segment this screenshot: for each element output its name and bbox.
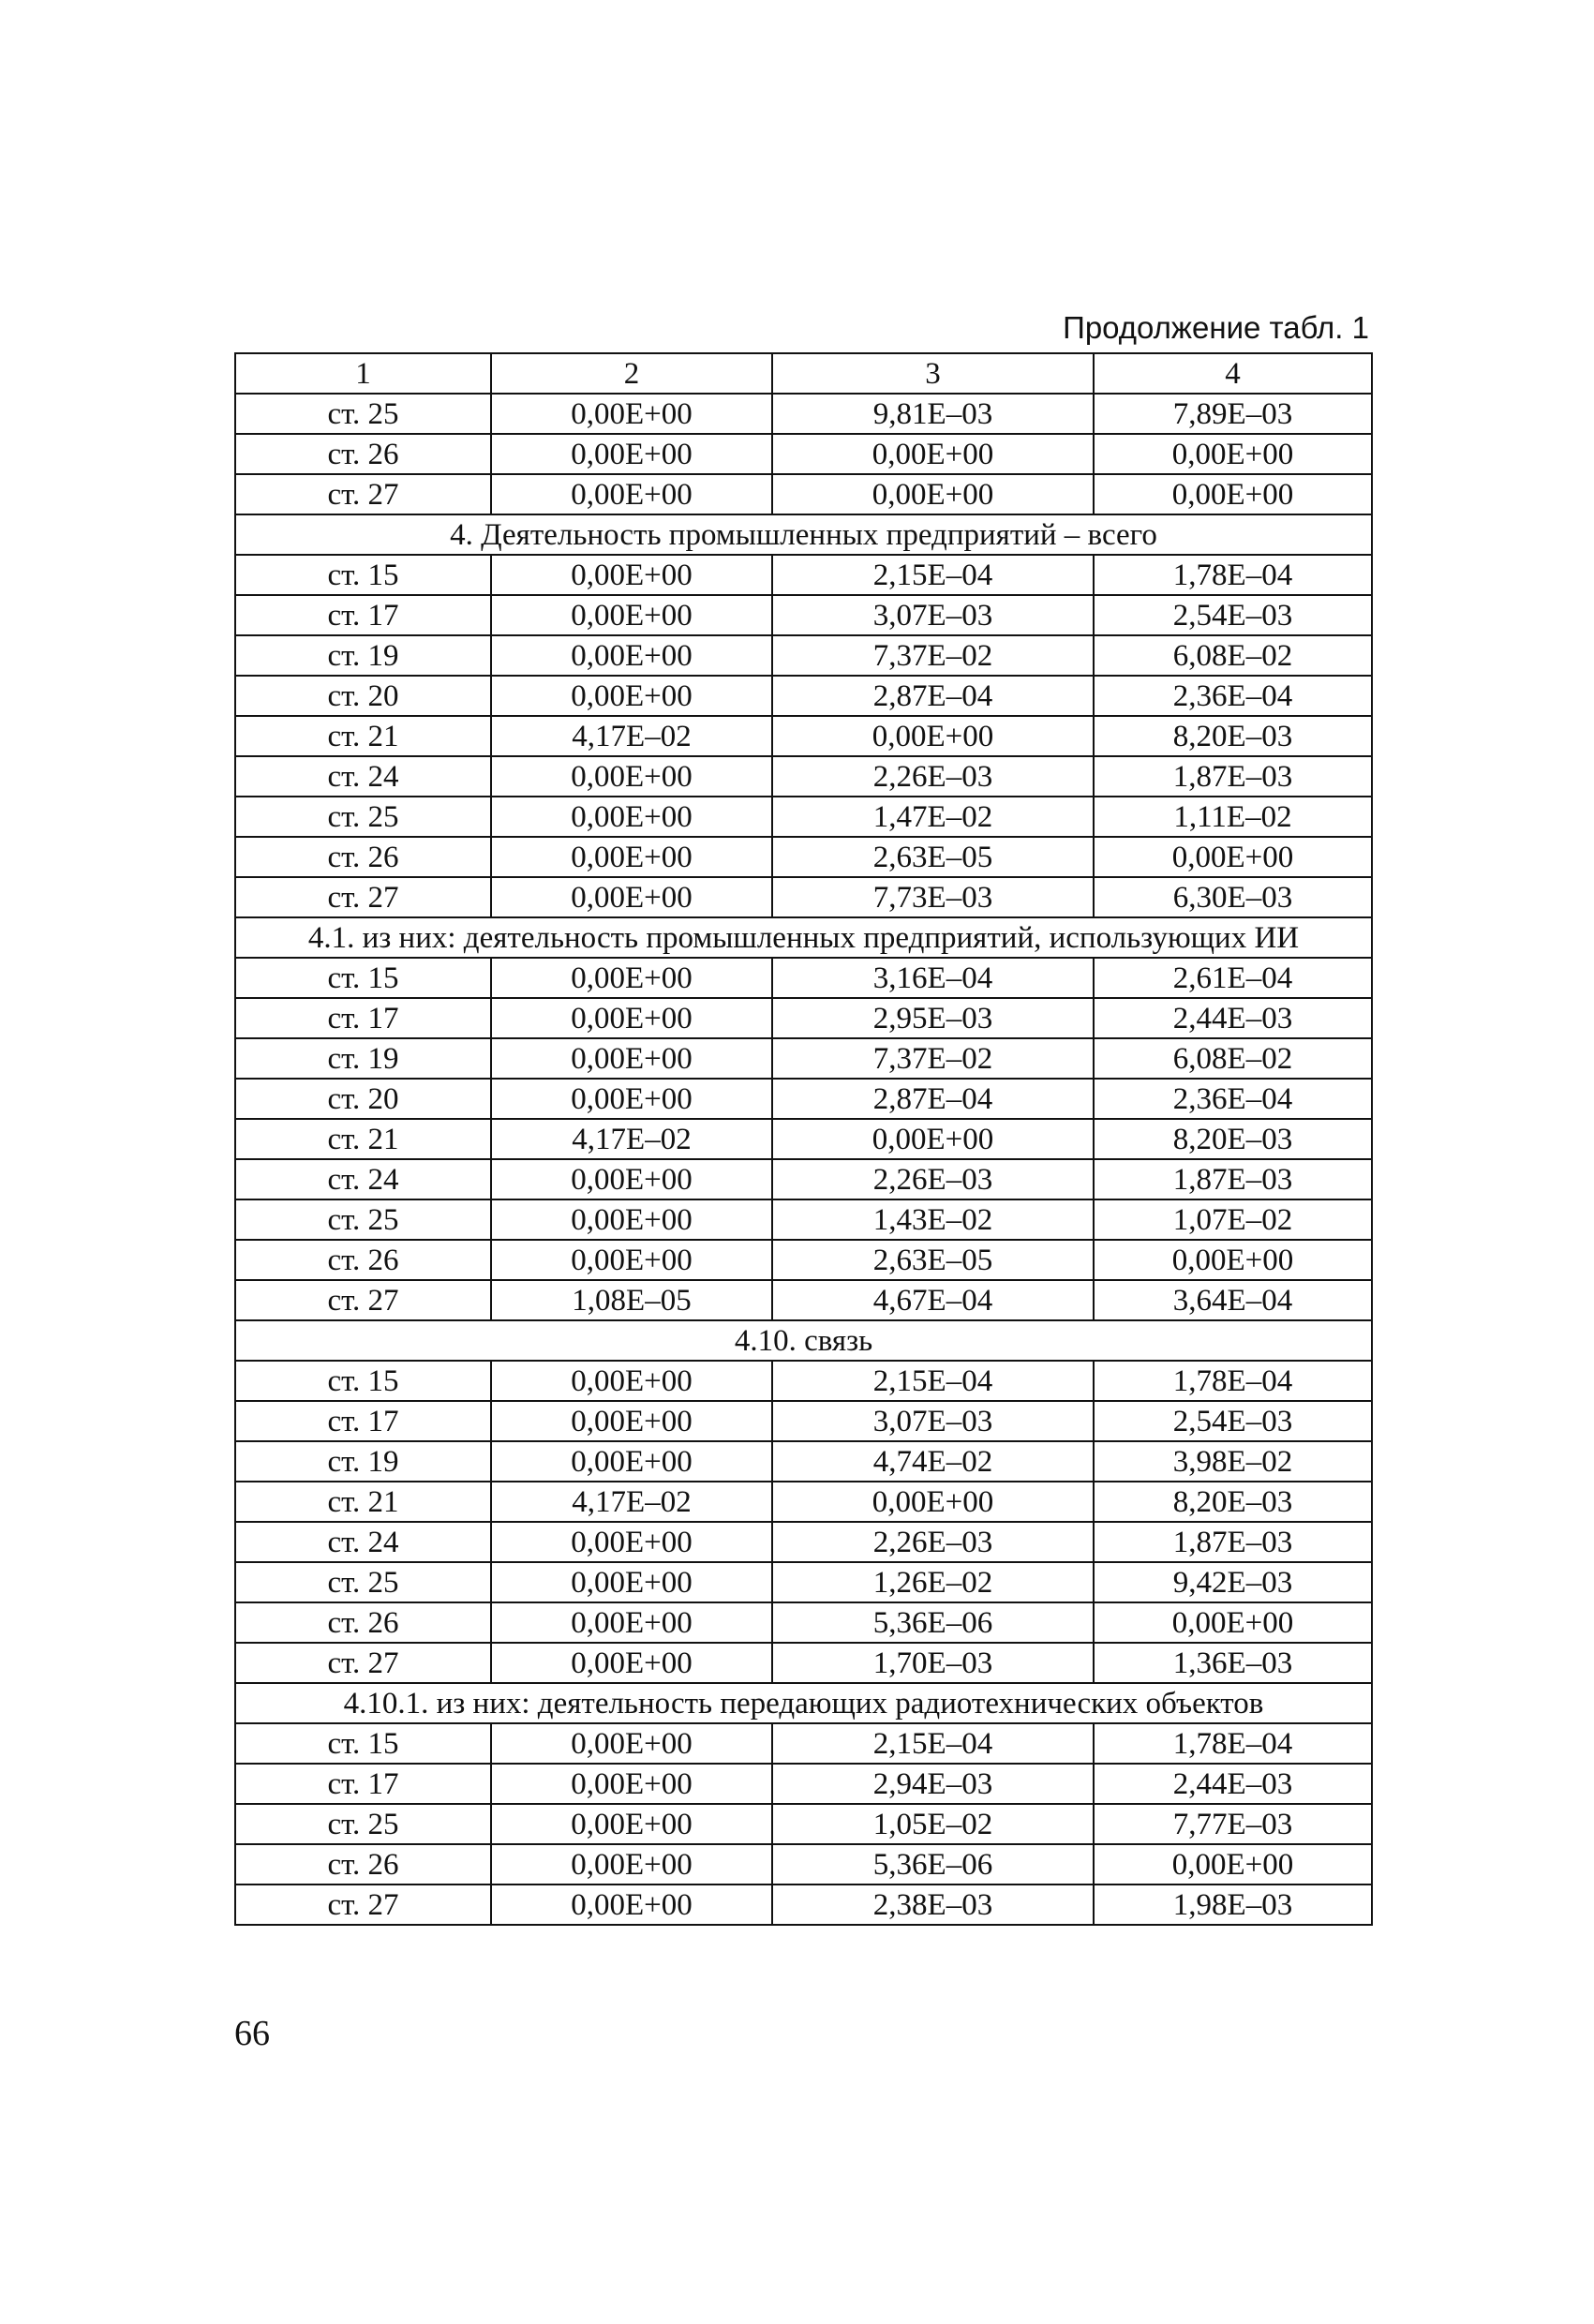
row-label-cell: ст. 25 — [235, 1199, 491, 1240]
row-label-cell: ст. 17 — [235, 1764, 491, 1804]
row-label-cell: ст. 26 — [235, 1844, 491, 1885]
row-label-cell: ст. 26 — [235, 1240, 491, 1280]
value-cell: 2,44E–03 — [1094, 998, 1372, 1038]
table-row — [235, 394, 1372, 434]
value-cell: 0,00E+00 — [491, 998, 772, 1038]
value-cell: 8,20E–03 — [1094, 1482, 1372, 1522]
value-cell: 2,95E–03 — [772, 998, 1094, 1038]
row-label-cell: ст. 25 — [235, 394, 491, 434]
value-cell: 0,00E+00 — [491, 1401, 772, 1441]
table-row — [235, 958, 1372, 998]
page-number: 66 — [234, 2014, 270, 2053]
value-cell: 0,00E+00 — [491, 635, 772, 676]
table-row — [235, 998, 1372, 1038]
row-label-cell: ст. 26 — [235, 434, 491, 474]
value-cell: 4,74E–02 — [772, 1441, 1094, 1482]
table-row — [235, 877, 1372, 917]
table-row — [235, 1885, 1372, 1925]
value-cell: 1,05E–02 — [772, 1804, 1094, 1844]
section-title: 4. Деятельность промышленных предприятий – всего — [235, 514, 1372, 555]
table-row — [235, 837, 1372, 877]
table-row — [235, 1562, 1372, 1602]
table-row — [235, 1764, 1372, 1804]
value-cell: 4,17E–02 — [491, 1119, 772, 1159]
value-cell: 0,00E+00 — [491, 1602, 772, 1643]
table-row — [235, 1199, 1372, 1240]
value-cell: 1,26E–02 — [772, 1562, 1094, 1602]
row-label-cell: ст. 24 — [235, 1522, 491, 1562]
value-cell: 0,00E+00 — [491, 756, 772, 797]
value-cell: 0,00E+00 — [1094, 434, 1372, 474]
value-cell: 4,67E–04 — [772, 1280, 1094, 1320]
row-label-cell: ст. 15 — [235, 1723, 491, 1764]
value-cell: 0,00E+00 — [491, 555, 772, 595]
value-cell: 2,54E–03 — [1094, 1401, 1372, 1441]
table-row — [235, 1240, 1372, 1280]
table-caption: Продолжение табл. 1 — [1063, 310, 1369, 345]
value-cell: 0,00E+00 — [491, 1844, 772, 1885]
value-cell: 1,87E–03 — [1094, 756, 1372, 797]
value-cell: 2,63E–05 — [772, 837, 1094, 877]
value-cell: 0,00E+00 — [491, 595, 772, 635]
value-cell: 5,36E–06 — [772, 1602, 1094, 1643]
value-cell: 1,08E–05 — [491, 1280, 772, 1320]
value-cell: 7,37E–02 — [772, 635, 1094, 676]
value-cell: 2,63E–05 — [772, 1240, 1094, 1280]
value-cell: 2,36E–04 — [1094, 676, 1372, 716]
value-cell: 8,20E–03 — [1094, 1119, 1372, 1159]
table-row — [235, 1804, 1372, 1844]
value-cell: 7,37E–02 — [772, 1038, 1094, 1079]
row-label-cell: ст. 19 — [235, 1441, 491, 1482]
value-cell: 7,89E–03 — [1094, 394, 1372, 434]
row-label-cell: ст. 15 — [235, 1361, 491, 1401]
row-label-cell: ст. 27 — [235, 1885, 491, 1925]
value-cell: 2,94E–03 — [772, 1764, 1094, 1804]
value-cell: 2,15E–04 — [772, 1361, 1094, 1401]
value-cell: 0,00E+00 — [772, 474, 1094, 514]
row-label-cell: ст. 21 — [235, 1119, 491, 1159]
value-cell: 1,78E–04 — [1094, 1361, 1372, 1401]
column-number-header: 3 — [772, 353, 1094, 394]
row-label-cell: ст. 21 — [235, 1482, 491, 1522]
value-cell: 2,36E–04 — [1094, 1079, 1372, 1119]
value-cell: 0,00E+00 — [491, 1764, 772, 1804]
row-label-cell: ст. 17 — [235, 1401, 491, 1441]
value-cell: 3,64E–04 — [1094, 1280, 1372, 1320]
value-cell: 9,42E–03 — [1094, 1562, 1372, 1602]
section-title: 4.10.1. из них: деятельность передающих радиотехнических объектов — [235, 1683, 1372, 1723]
row-label-cell: ст. 20 — [235, 1079, 491, 1119]
value-cell: 0,00E+00 — [491, 1038, 772, 1079]
value-cell: 3,16E–04 — [772, 958, 1094, 998]
value-cell: 2,26E–03 — [772, 1522, 1094, 1562]
value-cell: 0,00E+00 — [1094, 474, 1372, 514]
value-cell: 0,00E+00 — [491, 797, 772, 837]
table-row — [235, 1844, 1372, 1885]
data-table — [234, 352, 1373, 1926]
row-label-cell: ст. 15 — [235, 958, 491, 998]
section-title-row — [235, 917, 1372, 958]
value-cell: 0,00E+00 — [491, 1562, 772, 1602]
table-row — [235, 1038, 1372, 1079]
value-cell: 0,00E+00 — [491, 1361, 772, 1401]
table-row — [235, 1280, 1372, 1320]
row-label-cell: ст. 19 — [235, 635, 491, 676]
value-cell: 0,00E+00 — [491, 1159, 772, 1199]
value-cell: 2,15E–04 — [772, 555, 1094, 595]
value-cell: 0,00E+00 — [772, 716, 1094, 756]
row-label-cell: ст. 25 — [235, 1562, 491, 1602]
table-row — [235, 1723, 1372, 1764]
table-row — [235, 1482, 1372, 1522]
value-cell: 4,17E–02 — [491, 716, 772, 756]
value-cell: 0,00E+00 — [1094, 1602, 1372, 1643]
table-row — [235, 797, 1372, 837]
value-cell: 0,00E+00 — [491, 837, 772, 877]
value-cell: 3,98E–02 — [1094, 1441, 1372, 1482]
value-cell: 0,00E+00 — [491, 394, 772, 434]
column-number-header: 4 — [1094, 353, 1372, 394]
value-cell: 1,87E–03 — [1094, 1522, 1372, 1562]
value-cell: 5,36E–06 — [772, 1844, 1094, 1885]
value-cell: 7,77E–03 — [1094, 1804, 1372, 1844]
value-cell: 0,00E+00 — [491, 1240, 772, 1280]
table-row — [235, 555, 1372, 595]
value-cell: 0,00E+00 — [1094, 1240, 1372, 1280]
value-cell: 2,61E–04 — [1094, 958, 1372, 998]
table-row — [235, 1602, 1372, 1643]
value-cell: 7,73E–03 — [772, 877, 1094, 917]
value-cell: 2,54E–03 — [1094, 595, 1372, 635]
table-row — [235, 1159, 1372, 1199]
table-row — [235, 716, 1372, 756]
value-cell: 1,98E–03 — [1094, 1885, 1372, 1925]
section-title: 4.10. связь — [235, 1320, 1372, 1361]
row-label-cell: ст. 27 — [235, 1280, 491, 1320]
table-body — [235, 353, 1372, 1925]
table-header-row — [235, 353, 1372, 394]
value-cell: 0,00E+00 — [491, 1885, 772, 1925]
value-cell: 1,78E–04 — [1094, 1723, 1372, 1764]
value-cell: 1,70E–03 — [772, 1643, 1094, 1683]
row-label-cell: ст. 21 — [235, 716, 491, 756]
value-cell: 0,00E+00 — [491, 1199, 772, 1240]
table-row — [235, 595, 1372, 635]
section-title-row — [235, 1683, 1372, 1723]
value-cell: 0,00E+00 — [491, 474, 772, 514]
value-cell: 2,26E–03 — [772, 1159, 1094, 1199]
value-cell: 1,47E–02 — [772, 797, 1094, 837]
value-cell: 2,26E–03 — [772, 756, 1094, 797]
table-row — [235, 434, 1372, 474]
table-row — [235, 756, 1372, 797]
value-cell: 1,11E–02 — [1094, 797, 1372, 837]
table-row — [235, 1079, 1372, 1119]
value-cell: 0,00E+00 — [491, 676, 772, 716]
row-label-cell: ст. 25 — [235, 1804, 491, 1844]
value-cell: 1,87E–03 — [1094, 1159, 1372, 1199]
value-cell: 0,00E+00 — [491, 1522, 772, 1562]
row-label-cell: ст. 25 — [235, 797, 491, 837]
value-cell: 0,00E+00 — [772, 1119, 1094, 1159]
value-cell: 0,00E+00 — [491, 958, 772, 998]
value-cell: 2,87E–04 — [772, 1079, 1094, 1119]
value-cell: 1,43E–02 — [772, 1199, 1094, 1240]
column-number-header: 1 — [235, 353, 491, 394]
value-cell: 9,81E–03 — [772, 394, 1094, 434]
value-cell: 0,00E+00 — [1094, 837, 1372, 877]
column-number-header: 2 — [491, 353, 772, 394]
value-cell: 2,38E–03 — [772, 1885, 1094, 1925]
value-cell: 0,00E+00 — [491, 1079, 772, 1119]
value-cell: 6,08E–02 — [1094, 635, 1372, 676]
value-cell: 1,36E–03 — [1094, 1643, 1372, 1683]
table-row — [235, 635, 1372, 676]
row-label-cell: ст. 17 — [235, 998, 491, 1038]
value-cell: 0,00E+00 — [491, 1723, 772, 1764]
value-cell: 8,20E–03 — [1094, 716, 1372, 756]
row-label-cell: ст. 24 — [235, 1159, 491, 1199]
row-label-cell: ст. 20 — [235, 676, 491, 716]
row-label-cell: ст. 27 — [235, 877, 491, 917]
value-cell: 0,00E+00 — [491, 1804, 772, 1844]
row-label-cell: ст. 27 — [235, 1643, 491, 1683]
table-row — [235, 474, 1372, 514]
value-cell: 0,00E+00 — [491, 1441, 772, 1482]
value-cell: 0,00E+00 — [491, 877, 772, 917]
row-label-cell: ст. 26 — [235, 837, 491, 877]
row-label-cell: ст. 26 — [235, 1602, 491, 1643]
value-cell: 2,44E–03 — [1094, 1764, 1372, 1804]
row-label-cell: ст. 24 — [235, 756, 491, 797]
value-cell: 3,07E–03 — [772, 595, 1094, 635]
value-cell: 6,08E–02 — [1094, 1038, 1372, 1079]
value-cell: 0,00E+00 — [772, 1482, 1094, 1522]
value-cell: 0,00E+00 — [491, 1643, 772, 1683]
row-label-cell: ст. 19 — [235, 1038, 491, 1079]
value-cell: 2,87E–04 — [772, 676, 1094, 716]
value-cell: 4,17E–02 — [491, 1482, 772, 1522]
value-cell: 0,00E+00 — [491, 434, 772, 474]
value-cell: 0,00E+00 — [772, 434, 1094, 474]
section-title-row — [235, 514, 1372, 555]
table-row — [235, 1522, 1372, 1562]
table-row — [235, 1643, 1372, 1683]
row-label-cell: ст. 15 — [235, 555, 491, 595]
value-cell: 0,00E+00 — [1094, 1844, 1372, 1885]
table-row — [235, 1361, 1372, 1401]
section-title-row — [235, 1320, 1372, 1361]
table-row — [235, 1119, 1372, 1159]
row-label-cell: ст. 27 — [235, 474, 491, 514]
value-cell: 1,07E–02 — [1094, 1199, 1372, 1240]
value-cell: 1,78E–04 — [1094, 555, 1372, 595]
table-row — [235, 1441, 1372, 1482]
row-label-cell: ст. 17 — [235, 595, 491, 635]
value-cell: 6,30E–03 — [1094, 877, 1372, 917]
value-cell: 2,15E–04 — [772, 1723, 1094, 1764]
value-cell: 3,07E–03 — [772, 1401, 1094, 1441]
table-row — [235, 1401, 1372, 1441]
table-row — [235, 676, 1372, 716]
section-title: 4.1. из них: деятельность промышленных предприятий, использующих ИИ — [235, 917, 1372, 958]
